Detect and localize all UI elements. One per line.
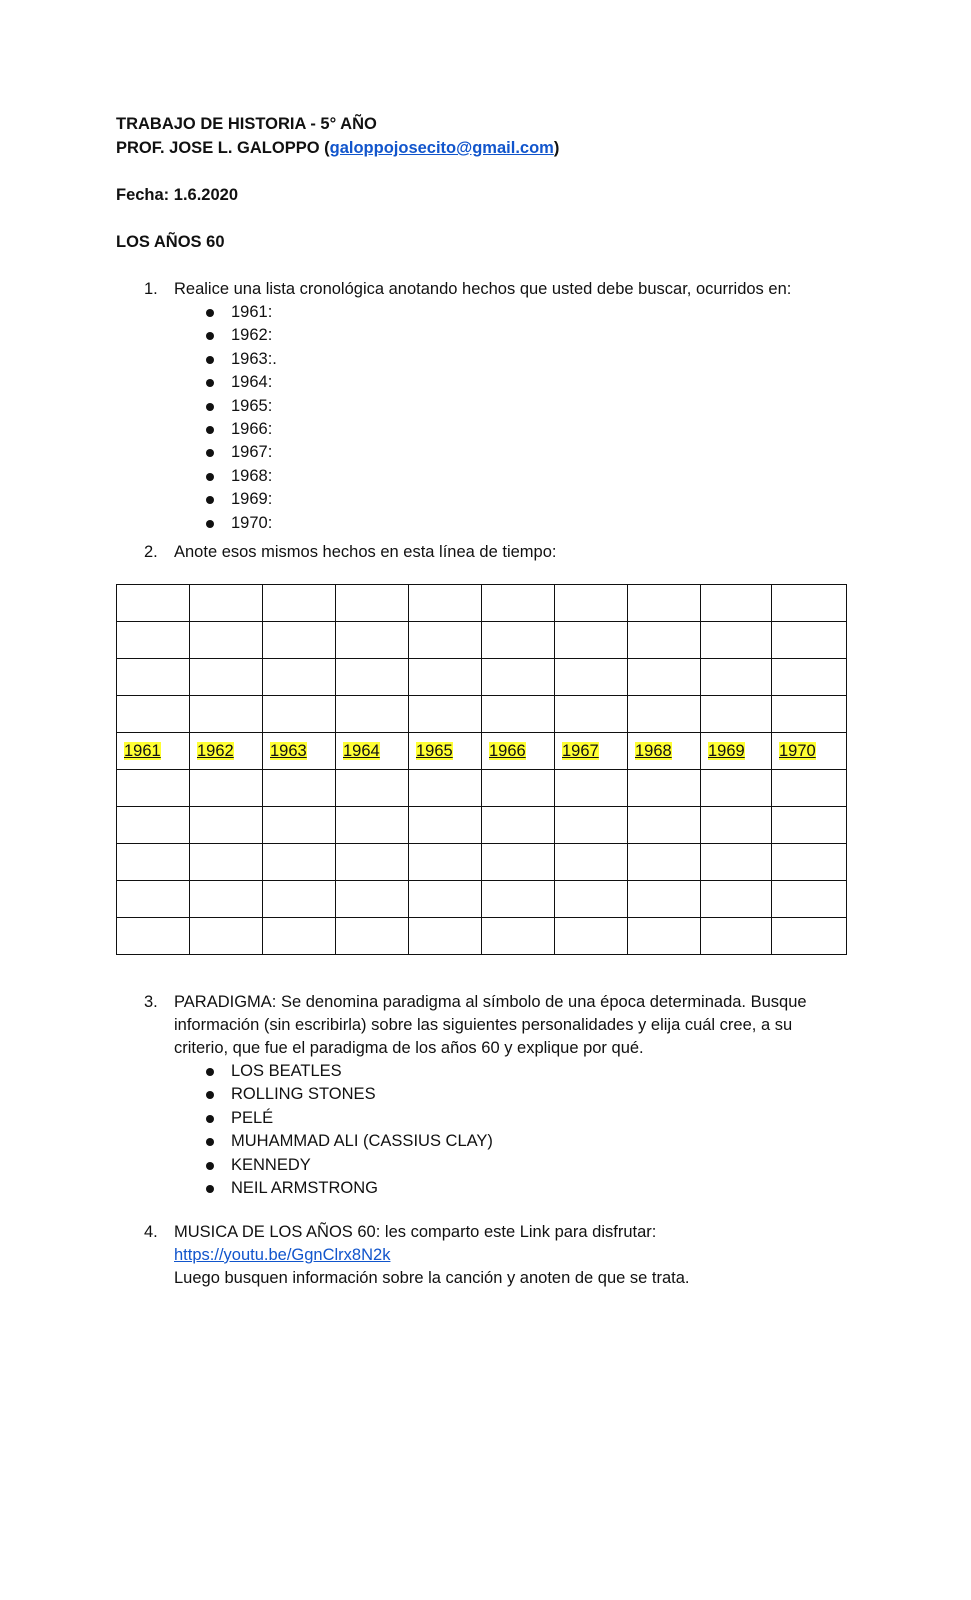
- timeline-cell: [772, 585, 847, 622]
- timeline-cell: [628, 733, 701, 770]
- timeline-cell: [628, 585, 701, 622]
- timeline-year-label: 1963: [270, 741, 307, 760]
- timeline-cell: [701, 585, 772, 622]
- bullet-icon: [206, 1185, 214, 1193]
- professor-line: [116, 138, 559, 158]
- timeline-cell: [555, 733, 628, 770]
- list-item: 1969:: [231, 490, 273, 509]
- bullet-icon: [206, 309, 214, 317]
- timeline-cell: [701, 770, 772, 807]
- timeline-cell: [263, 622, 336, 659]
- timeline-cell: [772, 696, 847, 733]
- list-item: 1967:: [231, 443, 273, 462]
- bullet-icon: [206, 1162, 214, 1170]
- timeline-cell: [190, 770, 263, 807]
- timeline-row: [117, 844, 847, 881]
- professor-suffix: ): [553, 139, 560, 157]
- timeline-year-label: 1967: [562, 741, 599, 760]
- bullet-icon: [206, 473, 214, 481]
- list-item: MUHAMMAD ALI (CASSIUS CLAY): [231, 1132, 493, 1151]
- timeline-year-label: 1962: [197, 741, 234, 760]
- bullet-icon: [206, 1115, 214, 1123]
- timeline-cell: [409, 659, 482, 696]
- timeline-cell: [117, 918, 190, 955]
- list-item: KENNEDY: [231, 1155, 311, 1174]
- timeline-cell: [263, 881, 336, 918]
- timeline-cell: [117, 844, 190, 881]
- timeline-cell: [117, 733, 190, 770]
- timeline-cell: [482, 696, 555, 733]
- timeline-year-label: 1970: [779, 741, 816, 760]
- timeline-year-label: 1961: [124, 741, 161, 760]
- bullet-icon: [206, 1091, 214, 1099]
- timeline-cell: [772, 770, 847, 807]
- timeline-cell: [409, 770, 482, 807]
- timeline-cell: [190, 622, 263, 659]
- bullet-icon: [206, 1138, 214, 1146]
- q3-number: 3.: [144, 993, 158, 1011]
- timeline-year-label: 1969: [708, 741, 745, 760]
- timeline-cell: [482, 844, 555, 881]
- timeline-cell: [117, 696, 190, 733]
- bullet-icon: [206, 356, 214, 364]
- timeline-cell: [409, 844, 482, 881]
- date-line: Fecha: 1.6.2020: [116, 186, 238, 204]
- timeline-cell: [772, 807, 847, 844]
- timeline-cell: [409, 733, 482, 770]
- timeline-cell: [263, 844, 336, 881]
- timeline-cell: [117, 585, 190, 622]
- timeline-cell: [190, 918, 263, 955]
- q2-text: Anote esos mismos hechos en esta línea de tiempo:: [174, 543, 557, 561]
- timeline-cell: [409, 696, 482, 733]
- timeline-row: [117, 659, 847, 696]
- timeline-cell: [336, 807, 409, 844]
- timeline-cell: [336, 844, 409, 881]
- timeline-cell: [772, 733, 847, 770]
- q2-number: 2.: [144, 543, 158, 561]
- list-item: PELÉ: [231, 1108, 274, 1127]
- timeline-cell: [628, 622, 701, 659]
- timeline-cell: [482, 918, 555, 955]
- timeline-cell: [701, 696, 772, 733]
- timeline-cell: [701, 733, 772, 770]
- timeline-year-label: 1966: [489, 741, 526, 760]
- timeline-cell: [628, 807, 701, 844]
- bullet-icon: [206, 520, 214, 528]
- timeline-year-label: 1968: [635, 741, 672, 760]
- timeline-cell: [117, 770, 190, 807]
- timeline-cell: [117, 659, 190, 696]
- timeline-cell: [336, 918, 409, 955]
- timeline-cell: [555, 807, 628, 844]
- timeline-cell: [772, 622, 847, 659]
- timeline-year-label: 1964: [343, 741, 380, 760]
- bullet-icon: [206, 426, 214, 434]
- timeline-cell: [482, 807, 555, 844]
- list-item: 1964:: [231, 373, 273, 392]
- bullet-icon: [206, 379, 214, 387]
- timeline-cell: [117, 881, 190, 918]
- timeline-cell: [628, 659, 701, 696]
- timeline-cell: [190, 881, 263, 918]
- timeline-cell: [263, 659, 336, 696]
- timeline-cell: [336, 770, 409, 807]
- timeline-cell: [336, 696, 409, 733]
- q3-line-2: información (sin escribirla) sobre las siguientes personalidades y elija cuál cree, a su: [174, 1016, 793, 1034]
- timeline-cell: [628, 770, 701, 807]
- youtube-link[interactable]: https://youtu.be/GgnClrx8N2k: [174, 1246, 391, 1264]
- list-item: 1961:: [231, 303, 273, 321]
- timeline-cell: [701, 622, 772, 659]
- timeline-cell: [555, 844, 628, 881]
- timeline-cell: [701, 881, 772, 918]
- timeline-cell: [336, 881, 409, 918]
- timeline-row: [117, 585, 847, 622]
- timeline-cell: [336, 622, 409, 659]
- timeline-cell: [555, 770, 628, 807]
- timeline-cell: [555, 918, 628, 955]
- timeline-cell: [772, 659, 847, 696]
- timeline-cell: [190, 585, 263, 622]
- timeline-cell: [628, 844, 701, 881]
- timeline-cell: [701, 918, 772, 955]
- timeline-year-row: [117, 733, 847, 770]
- bullet-icon: [206, 332, 214, 340]
- timeline-cell: [482, 770, 555, 807]
- q4-after-text: Luego busquen información sobre la canción y anoten de que se trata.: [174, 1269, 690, 1287]
- timeline-cell: [263, 733, 336, 770]
- timeline-cell: [263, 770, 336, 807]
- timeline-cell: [772, 918, 847, 955]
- timeline-cell: [772, 881, 847, 918]
- timeline-cell: [482, 622, 555, 659]
- q4-text: MUSICA DE LOS AÑOS 60: les comparto este Link para disfrutar:: [174, 1223, 657, 1241]
- timeline-cell: [190, 807, 263, 844]
- timeline-cell: [263, 807, 336, 844]
- timeline-cell: [190, 659, 263, 696]
- timeline-cell: [336, 733, 409, 770]
- timeline-row: [117, 881, 847, 918]
- bullet-icon: [206, 403, 214, 411]
- timeline-cell: [628, 696, 701, 733]
- timeline-row: [117, 696, 847, 733]
- list-item: 1968:: [231, 466, 273, 485]
- timeline-cell: [336, 659, 409, 696]
- timeline-cell: [555, 585, 628, 622]
- timeline-cell: [117, 807, 190, 844]
- timeline-cell: [336, 585, 409, 622]
- professor-name: PROF. JOSE L. GALOPPO (: [116, 139, 330, 157]
- timeline-cell: [628, 918, 701, 955]
- list-item: 1970:: [231, 513, 273, 532]
- q3-line-3: criterio, que fue el paradigma de los años 60 y explique por qué.: [174, 1039, 644, 1057]
- list-item: 1966:: [231, 420, 273, 438]
- q3-line-1: PARADIGMA: Se denomina paradigma al símbolo de una época determinada. Busque: [174, 993, 807, 1011]
- timeline-cell: [555, 659, 628, 696]
- timeline-cell: [628, 881, 701, 918]
- timeline-cell: [772, 844, 847, 881]
- list-item: ROLLING STONES: [231, 1085, 376, 1104]
- timeline-cell: [482, 585, 555, 622]
- timeline-cell: [263, 918, 336, 955]
- timeline-row: [117, 807, 847, 844]
- timeline-cell: [482, 881, 555, 918]
- timeline-row: [117, 770, 847, 807]
- timeline-cell: [482, 659, 555, 696]
- timeline-cell: [701, 844, 772, 881]
- timeline-cell: [701, 807, 772, 844]
- timeline-cell: [409, 807, 482, 844]
- q1-text: Realice una lista cronológica anotando hechos que usted debe buscar, ocurridos en:: [174, 280, 792, 298]
- timeline-cell: [190, 844, 263, 881]
- timeline-row: [117, 918, 847, 955]
- timeline-cell: [409, 585, 482, 622]
- list-item: LOS BEATLES: [231, 1062, 342, 1080]
- bullet-icon: [206, 449, 214, 457]
- q4-number: 4.: [144, 1223, 158, 1241]
- list-item: 1965:: [231, 396, 273, 415]
- email-link[interactable]: galoppojosecito@gmail.com: [329, 139, 554, 157]
- timeline-cell: [555, 622, 628, 659]
- timeline-cell: [263, 696, 336, 733]
- timeline-cell: [409, 622, 482, 659]
- list-item: NEIL ARMSTRONG: [231, 1179, 378, 1197]
- bullet-icon: [206, 1068, 214, 1076]
- timeline-year-label: 1965: [416, 741, 453, 760]
- timeline-cell: [409, 881, 482, 918]
- list-item: 1963:.: [231, 349, 277, 368]
- document-title: TRABAJO DE HISTORIA - 5° AÑO: [116, 115, 377, 133]
- timeline-cell: [190, 696, 263, 733]
- timeline-cell: [555, 696, 628, 733]
- timeline-cell: [263, 585, 336, 622]
- timeline-cell: [190, 733, 263, 770]
- q1-number: 1.: [144, 280, 158, 298]
- timeline-cell: [555, 881, 628, 918]
- timeline-cell: [482, 733, 555, 770]
- timeline-cell: [701, 659, 772, 696]
- timeline-cell: [117, 622, 190, 659]
- topic-heading: LOS AÑOS 60: [116, 233, 225, 251]
- list-item: 1962:: [231, 326, 273, 345]
- timeline-table: [116, 584, 847, 955]
- timeline-row: [117, 622, 847, 659]
- timeline-cell: [409, 918, 482, 955]
- bullet-icon: [206, 496, 214, 504]
